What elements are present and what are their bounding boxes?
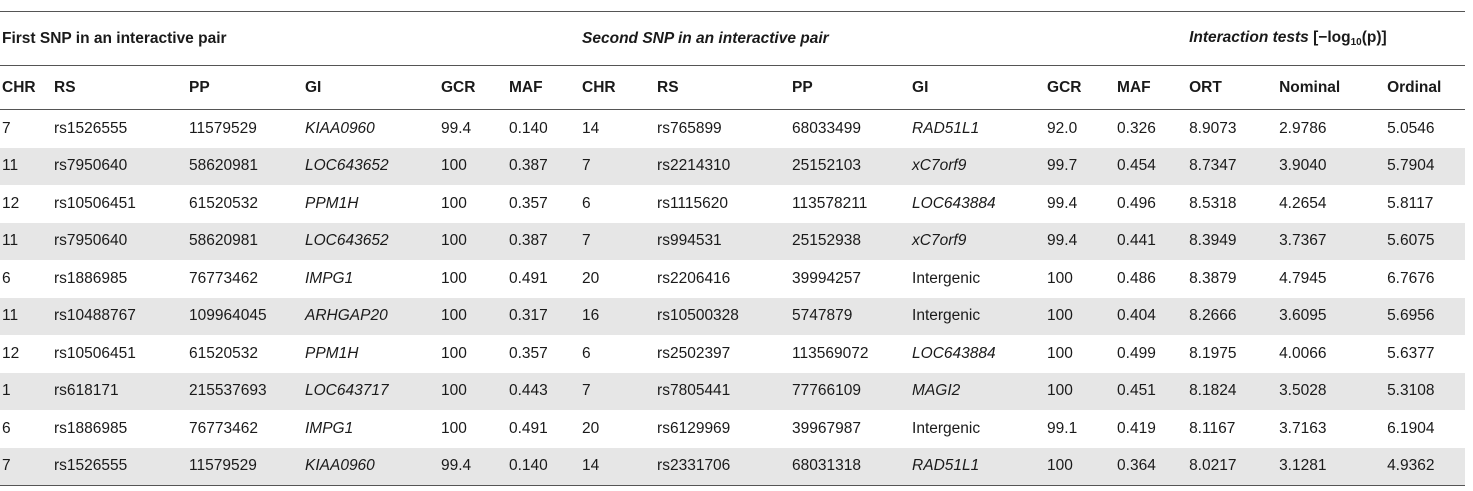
group-first-label: First SNP in an interactive pair	[2, 29, 227, 47]
cell-nominal: 3.7367	[1277, 223, 1385, 261]
cell-maf: 0.486	[1117, 269, 1156, 287]
cell-ort: 8.3879	[1189, 269, 1237, 287]
table-row	[0, 410, 1465, 448]
cell-chr: 11	[0, 148, 52, 186]
cell-chr: 16	[580, 298, 655, 336]
cell-ort: 8.5318	[1189, 194, 1237, 212]
cell-ordinal: 5.6075	[1385, 223, 1465, 261]
snp-interaction-table	[0, 11, 1465, 486]
cell-maf: 0.317	[507, 298, 580, 336]
cell-pp: 58620981	[187, 223, 303, 261]
cell-rs: rs6129969	[657, 419, 731, 437]
cell-chr: 1	[0, 373, 52, 411]
cell-ort: 8.7347	[1187, 148, 1277, 186]
cell-gcr: 100	[439, 298, 507, 336]
column-header-pp-second: PP	[790, 66, 910, 110]
cell-rs: rs7950640	[52, 223, 187, 261]
cell-pp: 68033499	[792, 119, 862, 137]
cell-ordinal: 5.6377	[1387, 344, 1435, 362]
cell-pp: 61520532	[189, 344, 258, 362]
cell-chr: 14	[580, 448, 655, 486]
cell-rs: rs1886985	[54, 419, 128, 437]
cell-ordinal: 5.7904	[1385, 148, 1465, 186]
cell-ort: 8.1167	[1189, 419, 1236, 437]
cell-maf: 0.419	[1117, 419, 1156, 437]
table-row	[0, 110, 1465, 148]
column-header-maf-second: MAF	[1115, 66, 1187, 110]
cell-gcr: 99.4	[439, 448, 507, 486]
table-row	[0, 298, 1465, 336]
group-header-second	[580, 12, 1187, 66]
cell-ordinal: 5.6956	[1385, 298, 1465, 336]
cell-pp: 61520532	[189, 194, 258, 212]
group-tests-log: log	[1327, 29, 1351, 46]
cell-gi: IMPG1	[305, 419, 354, 437]
cell-pp: 113578211	[792, 194, 868, 212]
cell-gi: LOC643884	[912, 194, 996, 212]
cell-gi: IMPG1	[305, 269, 354, 287]
cell-nominal: 4.2654	[1279, 194, 1327, 212]
cell-rs: rs10506451	[54, 194, 136, 212]
cell-maf: 0.140	[509, 119, 548, 137]
cell-ort: 8.9073	[1189, 119, 1237, 137]
cell-rs: rs1526555	[52, 448, 187, 486]
column-header-gcr-first: GCR	[439, 66, 507, 110]
cell-gi: xC7orf9	[910, 148, 1045, 186]
cell-chr: 7	[580, 223, 655, 261]
cell-maf: 0.441	[1115, 223, 1187, 261]
cell-chr: 7	[0, 448, 52, 486]
cell-rs: rs10488767	[52, 298, 187, 336]
cell-nominal: 4.7945	[1279, 269, 1327, 287]
cell-gi: xC7orf9	[910, 223, 1045, 261]
cell-ort: 8.2666	[1187, 298, 1277, 336]
cell-pp: 39994257	[792, 269, 862, 287]
cell-nominal: 3.9040	[1277, 148, 1385, 186]
cell-gi: Intergenic	[910, 298, 1045, 336]
table-body	[0, 110, 1465, 486]
column-header-gi-second: GI	[910, 66, 1045, 110]
cell-gi: ARHGAP20	[303, 298, 439, 336]
cell-gi: LOC643652	[303, 148, 439, 186]
cell-rs: rs10500328	[655, 298, 790, 336]
cell-gcr: 100	[1047, 344, 1073, 362]
column-header-nominal: Nominal	[1277, 66, 1385, 110]
cell-gcr: 100	[1047, 269, 1073, 287]
cell-gi: PPM1H	[305, 194, 359, 212]
cell-gi: Intergenic	[912, 419, 981, 437]
cell-chr: 20	[582, 269, 600, 287]
cell-gi: Intergenic	[912, 269, 981, 287]
cell-rs: rs618171	[52, 373, 187, 411]
cell-maf: 0.357	[509, 344, 548, 362]
cell-chr: 11	[0, 223, 52, 261]
cell-ordinal: 5.3108	[1385, 373, 1465, 411]
cell-nominal: 3.7163	[1279, 419, 1327, 437]
column-header-rs-second: RS	[655, 66, 790, 110]
column-header-gcr-second: GCR	[1045, 66, 1115, 110]
group-tests-italic: Interaction tests	[1189, 29, 1309, 46]
cell-maf: 0.451	[1115, 373, 1187, 411]
cell-nominal: 3.1281	[1277, 448, 1385, 486]
cell-rs: rs7805441	[655, 373, 790, 411]
cell-chr: 7	[580, 373, 655, 411]
table-row	[0, 448, 1465, 486]
group-second-label: Second SNP in an interactive pair	[582, 29, 829, 47]
cell-ordinal: 4.9362	[1385, 448, 1465, 486]
cell-pp: 215537693	[187, 373, 303, 411]
column-header-chr-first: CHR	[0, 66, 52, 110]
cell-nominal: 3.6095	[1277, 298, 1385, 336]
column-header-row	[0, 66, 1465, 110]
cell-gcr: 92.0	[1047, 119, 1078, 137]
cell-rs: rs1115620	[657, 194, 729, 212]
cell-chr: 7	[2, 119, 11, 137]
column-header-chr-second: CHR	[580, 66, 655, 110]
cell-gi: RAD51L1	[912, 119, 980, 137]
cell-pp: 68031318	[790, 448, 910, 486]
cell-pp: 5747879	[790, 298, 910, 336]
cell-ordinal: 6.1904	[1387, 419, 1435, 437]
column-header-ort: ORT	[1187, 66, 1277, 110]
cell-ordinal: 5.0546	[1387, 119, 1435, 137]
cell-ort: 8.1824	[1187, 373, 1277, 411]
cell-gcr: 100	[441, 344, 467, 362]
cell-maf: 0.140	[507, 448, 580, 486]
cell-maf: 0.443	[507, 373, 580, 411]
cell-rs: rs10506451	[54, 344, 136, 362]
cell-rs: rs2206416	[657, 269, 731, 287]
cell-rs: rs2502397	[657, 344, 731, 362]
cell-gcr: 100	[441, 269, 467, 287]
cell-chr: 12	[2, 344, 20, 362]
cell-gi: LOC643884	[912, 344, 996, 362]
cell-ort: 8.1975	[1189, 344, 1237, 362]
cell-nominal: 3.5028	[1277, 373, 1385, 411]
cell-maf: 0.364	[1115, 448, 1187, 486]
cell-chr: 6	[582, 344, 591, 362]
cell-chr: 14	[582, 119, 600, 137]
cell-gcr: 100	[439, 223, 507, 261]
cell-pp: 11579529	[189, 119, 257, 137]
cell-chr: 6	[2, 419, 11, 437]
table-row	[0, 185, 1465, 223]
cell-maf: 0.454	[1115, 148, 1187, 186]
cell-chr: 6	[2, 269, 11, 287]
group-tests-suffix: (p)]	[1361, 29, 1387, 46]
cell-pp: 76773462	[189, 269, 258, 287]
cell-pp: 76773462	[189, 419, 258, 437]
table-row	[0, 148, 1465, 186]
cell-rs: rs765899	[657, 119, 722, 137]
cell-chr: 6	[582, 194, 591, 212]
group-tests-sub: 10	[1350, 37, 1362, 48]
cell-maf: 0.326	[1117, 119, 1156, 137]
cell-gcr: 100	[439, 373, 507, 411]
cell-gcr: 100	[1045, 373, 1115, 411]
cell-chr: 11	[0, 298, 52, 336]
cell-gcr: 99.4	[441, 119, 472, 137]
group-header-first	[0, 12, 580, 66]
cell-gcr: 99.7	[1045, 148, 1115, 186]
cell-maf: 0.496	[1117, 194, 1156, 212]
cell-gi: KIAA0960	[305, 119, 375, 137]
cell-ordinal: 6.7676	[1387, 269, 1435, 287]
cell-gi: RAD51L1	[910, 448, 1045, 486]
cell-gi: LOC643717	[303, 373, 439, 411]
cell-pp: 25152103	[790, 148, 910, 186]
cell-maf: 0.387	[507, 223, 580, 261]
cell-chr: 7	[580, 148, 655, 186]
cell-gi: PPM1H	[305, 344, 359, 362]
column-header-maf-first: MAF	[507, 66, 580, 110]
cell-rs: rs1886985	[54, 269, 128, 287]
column-header-gi-first: GI	[303, 66, 439, 110]
column-header-rs-first: RS	[52, 66, 187, 110]
cell-pp: 113569072	[792, 344, 869, 362]
cell-rs: rs2331706	[655, 448, 790, 486]
table-row	[0, 335, 1465, 373]
cell-gcr: 100	[441, 419, 467, 437]
cell-pp: 109964045	[187, 298, 303, 336]
cell-rs: rs1526555	[54, 119, 128, 137]
column-header-pp-first: PP	[187, 66, 303, 110]
cell-ort: 8.3949	[1187, 223, 1277, 261]
cell-chr: 20	[582, 419, 600, 437]
group-header-tests	[1187, 12, 1465, 66]
cell-gcr: 99.4	[1047, 194, 1078, 212]
cell-pp: 11579529	[187, 448, 303, 486]
table-row	[0, 223, 1465, 261]
cell-gcr: 100	[439, 148, 507, 186]
cell-maf: 0.491	[509, 269, 548, 287]
cell-maf: 0.491	[509, 419, 548, 437]
cell-ordinal: 5.8117	[1387, 194, 1434, 212]
cell-maf: 0.387	[507, 148, 580, 186]
cell-nominal: 2.9786	[1279, 119, 1327, 137]
column-header-ordinal: Ordinal	[1385, 66, 1465, 110]
cell-pp: 39967987	[792, 419, 862, 437]
cell-gi: KIAA0960	[303, 448, 439, 486]
cell-pp: 77766109	[790, 373, 910, 411]
cell-gcr: 99.1	[1047, 419, 1078, 437]
cell-pp: 25152938	[790, 223, 910, 261]
group-header-row	[0, 12, 1465, 66]
cell-maf: 0.357	[509, 194, 548, 212]
group-tests-prefix: [−	[1308, 29, 1328, 46]
cell-rs: rs7950640	[52, 148, 187, 186]
cell-chr: 12	[2, 194, 20, 212]
cell-gcr: 100	[1045, 298, 1115, 336]
cell-rs: rs994531	[655, 223, 790, 261]
cell-gi: LOC643652	[303, 223, 439, 261]
table-row	[0, 260, 1465, 298]
cell-pp: 58620981	[187, 148, 303, 186]
cell-gcr: 100	[441, 194, 467, 212]
cell-ort: 8.0217	[1187, 448, 1277, 486]
table-row	[0, 373, 1465, 411]
cell-gcr: 100	[1045, 448, 1115, 486]
cell-maf: 0.499	[1117, 344, 1156, 362]
cell-nominal: 4.0066	[1279, 344, 1327, 362]
cell-maf: 0.404	[1115, 298, 1187, 336]
cell-gi: MAGI2	[910, 373, 1045, 411]
cell-rs: rs2214310	[655, 148, 790, 186]
cell-gcr: 99.4	[1045, 223, 1115, 261]
